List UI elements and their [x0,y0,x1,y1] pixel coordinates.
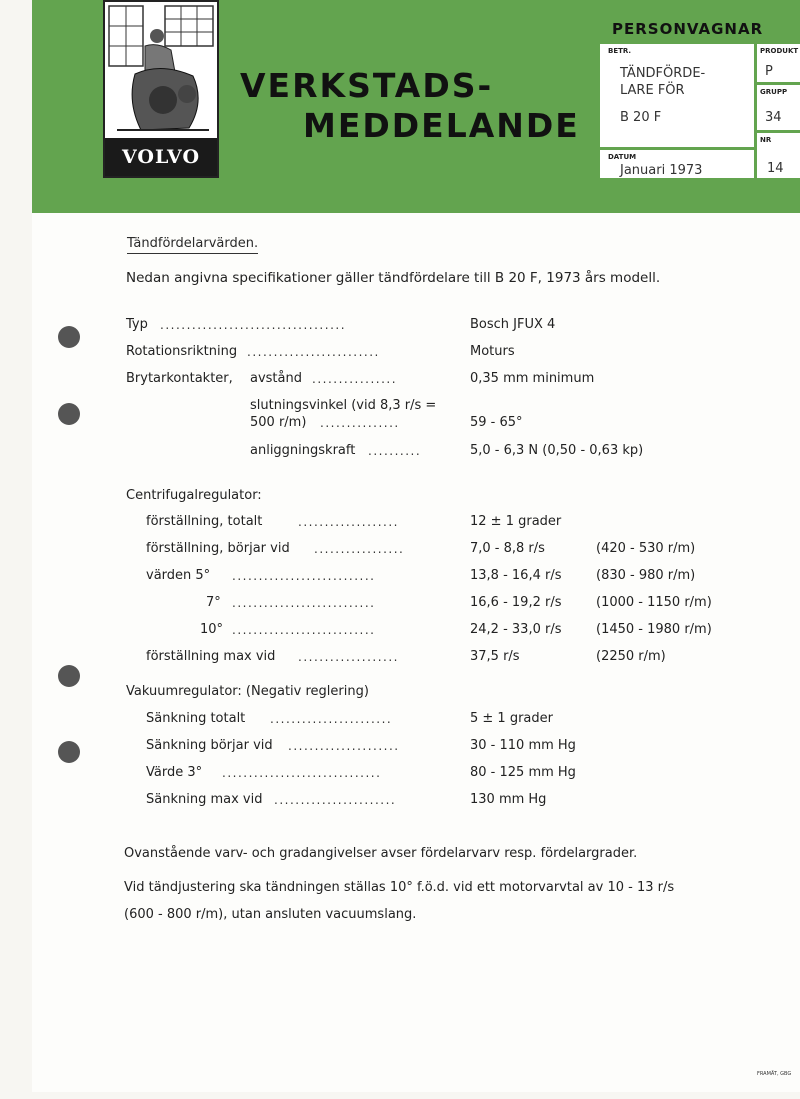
leader-dots: ........................... [232,623,376,637]
category-label: PERSONVAGNAR [612,20,764,38]
leader-dots: ..................... [288,739,400,753]
volvo-logo-block [103,0,219,178]
volvo-brand-label: VOLVO [105,138,217,176]
betr-line-1: TÄNDFÖRDE- [620,66,706,81]
datum-label: DATUM [608,153,637,161]
table-row-label: förställning, totalt [146,514,263,529]
table-row-label: förställning max vid [146,649,276,664]
mechanic-illustration-icon [105,2,217,140]
date-box [600,150,754,178]
punch-hole [58,665,80,687]
table-row-extra: (420 - 530 r/m) [596,541,696,556]
leader-dots: .............................. [222,766,382,780]
subject-box [600,44,754,147]
punch-hole [58,741,80,763]
table-row-value: 24,2 - 33,0 r/s [470,622,562,637]
leader-dots: ................................... [160,318,347,332]
spec-label: Brytarkontakter, [126,371,233,386]
section-title: Centrifugalregulator: [126,488,262,503]
leader-dots: ................... [298,515,399,529]
spec-value: Bosch JFUX 4 [470,317,556,332]
table-row-value: 16,6 - 19,2 r/s [470,595,562,610]
printer-imprint: FRAMÄT, GBG [757,1071,792,1077]
spec-label: Typ [126,317,148,332]
table-row-value: 130 mm Hg [470,792,547,807]
table-row-value: 12 ± 1 grader [470,514,562,529]
table-row-extra: (830 - 980 r/m) [596,568,696,583]
produkt-value: P [765,64,773,79]
spec-label: avstånd [250,371,302,386]
table-row-label: Sänkning börjar vid [146,738,273,753]
table-row-label: Sänkning totalt [146,711,246,726]
spec-label: slutningsvinkel (vid 8,3 r/s = [250,398,437,413]
leader-dots: ......................... [247,345,380,359]
table-row-value: 5 ± 1 grader [470,711,553,726]
leader-dots: ........................... [232,596,376,610]
grupp-value: 34 [765,110,782,125]
title-line-1: VERKSTADS- [240,66,494,105]
table-row-value: 37,5 r/s [470,649,520,664]
table-row-value: 13,8 - 16,4 r/s [470,568,562,583]
nr-value: 14 [767,161,784,176]
section-heading: Tändfördelarvärden. [127,236,258,254]
nr-label: NR [760,136,772,144]
table-row-value: 7,0 - 8,8 r/s [470,541,545,556]
leader-dots: ................ [312,372,398,386]
nr-box [757,133,800,178]
punch-hole [58,403,80,425]
leader-dots: ................... [298,650,399,664]
spec-label: Rotationsriktning [126,344,238,359]
grupp-label: GRUPP [760,88,788,96]
table-row-label: 10° [200,622,224,637]
spec-value: Moturs [470,344,515,359]
datum-value: Januari 1973 [620,163,703,178]
note-paragraph: Vid tändjustering ska tändningen ställas 10° f.ö.d. vid ett motorvarvtal av 10 - 13 r/s [124,880,675,895]
leader-dots: ............... [320,416,400,430]
section-title: Vakuumregulator: (Negativ reglering) [126,684,369,699]
spec-label: 500 r/m) [250,415,307,430]
leader-dots: .......... [368,444,422,458]
table-row-extra: (1450 - 1980 r/m) [596,622,712,637]
produkt-box [757,44,800,82]
note-paragraph: (600 - 800 r/m), utan ansluten vacuumslang. [124,907,417,922]
intro-text: Nedan angivna specifikationer gäller tändfördelare till B 20 F, 1973 års modell. [126,270,661,286]
table-row-extra: (1000 - 1150 r/m) [596,595,712,610]
table-row-label: värden 5° [146,568,211,583]
spec-value: 0,35 mm minimum [470,371,595,386]
betr-label: BETR. [608,47,632,55]
betr-line-3: B 20 F [620,110,662,125]
table-row-label: förställning, börjar vid [146,541,290,556]
leader-dots: ........................... [232,569,376,583]
table-row-value: 30 - 110 mm Hg [470,738,576,753]
table-row-label: Värde 3° [146,765,203,780]
grupp-box [757,85,800,130]
leader-dots: ................. [314,542,405,556]
betr-line-2: LARE FÖR [620,83,685,98]
spec-value: 59 - 65° [470,415,523,430]
table-row-extra: (2250 r/m) [596,649,666,664]
table-row-label: Sänkning max vid [146,792,263,807]
spec-label: anliggningskraft [250,443,356,458]
table-row-value: 80 - 125 mm Hg [470,765,576,780]
punch-hole [58,326,80,348]
leader-dots: ....................... [274,793,397,807]
table-row-label: 7° [206,595,221,610]
leader-dots: ....................... [270,712,393,726]
spec-value: 5,0 - 6,3 N (0,50 - 0,63 kp) [470,443,644,458]
title-line-2: MEDDELANDE [303,106,580,145]
produkt-label: PRODUKT [760,47,799,55]
note-paragraph: Ovanstående varv- och gradangivelser avser fördelarvarv resp. fördelargrader. [124,846,638,861]
